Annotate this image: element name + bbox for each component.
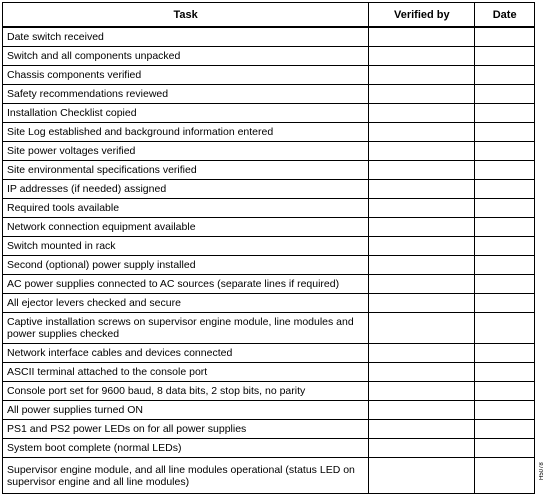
verified-by-cell (369, 142, 475, 161)
task-cell: Site power voltages verified (3, 142, 369, 161)
header-row (3, 3, 535, 28)
table-row (3, 275, 535, 294)
verified-by-cell (369, 256, 475, 275)
date-cell (475, 218, 535, 237)
verified-by-cell (369, 47, 475, 66)
date-cell (475, 458, 535, 494)
task-cell: Supervisor engine module, and all line modules operational (status LED on supervisor engine and all line modules) (3, 458, 369, 494)
verified-by-cell (369, 344, 475, 363)
task-cell: Console port set for 9600 baud, 8 data bits, 2 stop bits, no parity (3, 382, 369, 401)
task-cell: System boot complete (normal LEDs) (3, 439, 369, 458)
table-row (3, 256, 535, 275)
task-cell: Chassis components verified (3, 66, 369, 85)
verified-by-cell (369, 180, 475, 199)
task-cell: Switch mounted in rack (3, 237, 369, 256)
verified-by-cell (369, 439, 475, 458)
verified-by-cell (369, 275, 475, 294)
task-cell: IP addresses (if needed) assigned (3, 180, 369, 199)
figure-id-label: H5078 (539, 462, 545, 480)
table-row (3, 142, 535, 161)
task-cell: Captive installation screws on supervisor engine module, line modules and power supplies checked (3, 313, 369, 344)
task-cell: PS1 and PS2 power LEDs on for all power supplies (3, 420, 369, 439)
table-row (3, 47, 535, 66)
date-cell (475, 401, 535, 420)
date-cell (475, 180, 535, 199)
date-cell (475, 313, 535, 344)
verified-by-cell (369, 199, 475, 218)
verified-by-cell (369, 313, 475, 344)
table-row (3, 66, 535, 85)
task-cell: Network connection equipment available (3, 218, 369, 237)
task-cell: Site environmental specifications verified (3, 161, 369, 180)
date-cell (475, 256, 535, 275)
verified-by-cell (369, 161, 475, 180)
verified-by-cell (369, 237, 475, 256)
date-cell (475, 294, 535, 313)
date-cell (475, 85, 535, 104)
date-cell (475, 237, 535, 256)
task-cell: Safety recommendations reviewed (3, 85, 369, 104)
table-row (3, 363, 535, 382)
date-cell (475, 27, 535, 47)
verified-by-cell (369, 382, 475, 401)
task-cell: Network interface cables and devices connected (3, 344, 369, 363)
verified-by-cell (369, 104, 475, 123)
verified-by-column-header: Verified by (369, 3, 475, 28)
task-cell: All power supplies turned ON (3, 401, 369, 420)
task-rows (3, 27, 535, 494)
table-row (3, 237, 535, 256)
table-row (3, 199, 535, 218)
date-cell (475, 344, 535, 363)
date-cell (475, 47, 535, 66)
task-cell: All ejector levers checked and secure (3, 294, 369, 313)
table-row (3, 123, 535, 142)
table-row (3, 382, 535, 401)
verified-by-cell (369, 85, 475, 104)
verified-by-cell (369, 294, 475, 313)
table-row (3, 401, 535, 420)
table-row (3, 27, 535, 47)
table-row (3, 161, 535, 180)
installation-checklist-table (2, 2, 535, 494)
date-cell (475, 363, 535, 382)
date-cell (475, 142, 535, 161)
task-cell: Installation Checklist copied (3, 104, 369, 123)
task-cell: Required tools available (3, 199, 369, 218)
table-row (3, 180, 535, 199)
table-row (3, 294, 535, 313)
verified-by-cell (369, 27, 475, 47)
date-cell (475, 66, 535, 85)
table-row (3, 313, 535, 344)
date-cell (475, 382, 535, 401)
verified-by-cell (369, 458, 475, 494)
verified-by-cell (369, 420, 475, 439)
table-row (3, 104, 535, 123)
verified-by-cell (369, 218, 475, 237)
table-row (3, 458, 535, 494)
task-cell: Date switch received (3, 27, 369, 47)
task-cell: Second (optional) power supply installed (3, 256, 369, 275)
date-cell (475, 123, 535, 142)
verified-by-cell (369, 363, 475, 382)
date-column-header: Date (475, 3, 535, 28)
verified-by-cell (369, 123, 475, 142)
table-row (3, 344, 535, 363)
task-cell: Switch and all components unpacked (3, 47, 369, 66)
date-cell (475, 104, 535, 123)
task-column-header: Task (3, 3, 369, 28)
task-cell: ASCII terminal attached to the console port (3, 363, 369, 382)
task-cell: Site Log established and background information entered (3, 123, 369, 142)
table-row (3, 85, 535, 104)
table-row (3, 439, 535, 458)
date-cell (475, 439, 535, 458)
table-row (3, 218, 535, 237)
table-row (3, 420, 535, 439)
date-cell (475, 420, 535, 439)
date-cell (475, 161, 535, 180)
date-cell (475, 199, 535, 218)
task-cell: AC power supplies connected to AC sources (separate lines if required) (3, 275, 369, 294)
date-cell (475, 275, 535, 294)
verified-by-cell (369, 401, 475, 420)
verified-by-cell (369, 66, 475, 85)
